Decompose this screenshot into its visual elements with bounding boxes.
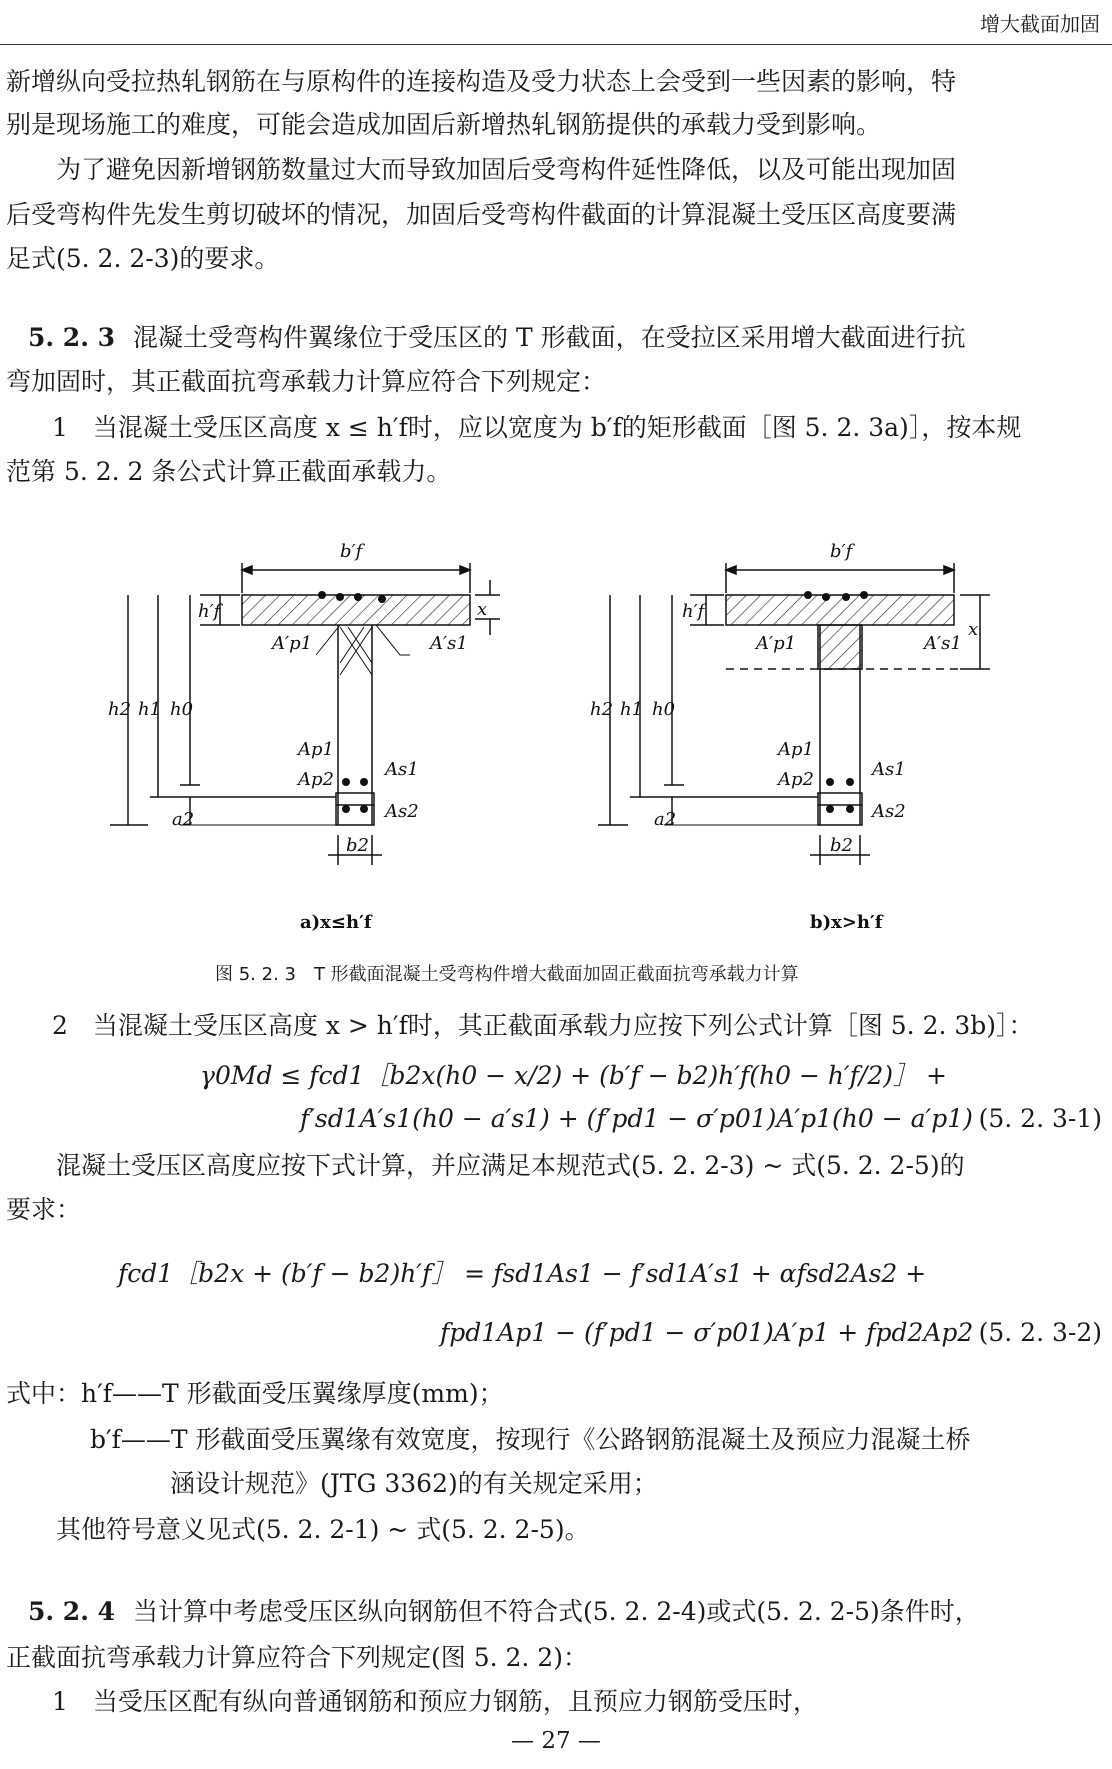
equation-2-line2: fpd1Ap1 − (f′pd1 − σ′p01)A′p1 + fpd2Ap2 <box>440 1318 974 1347</box>
label-h0-a: h0 <box>170 699 194 720</box>
label-a2-b: a2 <box>654 809 677 830</box>
label-h1-a: h1 <box>138 699 162 720</box>
equation-2-line1: fcd1［b2x + (b′f − b2)h′f］ = fsd1As1 − f′sd1A′s1 + αfsd2As2 + <box>118 1259 927 1288</box>
paragraph-line: 混凝土受压区高度应按下式计算，并应满足本规范式(5. 2. 2-3) ~ 式(5. 2. 2-5)的 <box>56 1151 965 1180</box>
paragraph-line: 后受弯构件先发生剪切破坏的情况，加固后受弯构件截面的计算混凝土受压区高度要满 <box>6 200 957 229</box>
label-h2-b: h2 <box>590 699 614 720</box>
flange-b <box>726 595 954 625</box>
paragraph-line: 足式(5. 2. 2-3)的要求。 <box>6 244 280 273</box>
label-Ap1-b: Ap1 <box>778 739 814 760</box>
clause-523-item1: 1 当混凝土受压区高度 x ≤ h′f时，应以宽度为 b′f的矩形截面［图 5. 2. 3a)］，按本规 <box>52 413 1022 442</box>
label-h0-b: h0 <box>652 699 676 720</box>
label-As2-a: As2 <box>385 801 419 822</box>
header-rule <box>0 44 1112 45</box>
label-x-b: x <box>968 619 979 640</box>
paragraph-line: 要求： <box>6 1195 82 1224</box>
label-As1-a: As1 <box>385 759 419 780</box>
label-x-a: x <box>477 599 488 620</box>
label-b2-a: b2 <box>346 835 369 856</box>
diagram-a <box>110 563 500 865</box>
label-hf-b: h′f <box>682 601 705 622</box>
paragraph-line: 为了避免因新增钢筋数量过大而导致加固后受弯构件延性降低，以及可能出现加固 <box>56 155 957 184</box>
clause-523-line1: 5. 2. 3 混凝土受弯构件翼缘位于受压区的 T 形截面，在受拉区采用增大截面进行抗 <box>28 323 966 352</box>
label-b2-b: b2 <box>830 835 853 856</box>
label-As2-b: As2 <box>872 801 906 822</box>
label-h1-b: h1 <box>620 699 644 720</box>
label-As1p-b: A′s1 <box>924 633 962 654</box>
figure-caption: 图 5. 2. 3 T 形截面混凝土受弯构件增大截面加固正截面抗弯承载力计算 <box>215 964 799 985</box>
label-bf-a: b′f <box>340 541 363 562</box>
clause-number: 5. 2. 3 <box>28 323 115 352</box>
clause-524-line1: 5. 2. 4 当计算中考虑受压区纵向钢筋但不符合式(5. 2. 2-4)或式(5. 2. 2-5)条件时， <box>28 1597 980 1626</box>
where-line3: 涵设计规范》(JTG 3362)的有关规定采用； <box>170 1469 658 1498</box>
clause-number: 5. 2. 4 <box>28 1597 115 1626</box>
page-number: — 27 — <box>511 1728 601 1754</box>
where-line2: b′f——T 形截面受压翼缘有效宽度，按现行《公路钢筋混凝土及预应力混凝土桥 <box>90 1425 971 1454</box>
label-Ap1p-b: A′p1 <box>756 633 797 654</box>
equation-1-number: (5. 2. 3-1) <box>978 1104 1102 1133</box>
label-Ap1p-a: A′p1 <box>272 633 313 654</box>
running-header: 增大截面加固 <box>980 12 1100 36</box>
where-line4: 其他符号意义见式(5. 2. 2-1) ~ 式(5. 2. 2-5)。 <box>56 1515 590 1544</box>
paragraph-line: 别是现场施工的难度，可能会造成加固后新增热轧钢筋提供的承载力受到影响。 <box>6 110 882 139</box>
web-compression-b <box>818 625 862 669</box>
equation-1-line2: f′sd1A′s1(h0 − a′s1) + (f′pd1 − σ′p01)A′p1(h0 − a′p1) <box>300 1104 973 1133</box>
item2-text: 2 当混凝土受压区高度 x > h′f时，其正截面承载力应按下列公式计算［图 5. 2. 3b)］： <box>52 1011 1034 1040</box>
label-figure-b: b)x>h′f <box>810 912 883 933</box>
clause-524-line2: 正截面抗弯承载力计算应符合下列规定(图 5. 2. 2)： <box>6 1643 588 1672</box>
equation-1-line1: γ0Md ≤ fcd1［b2x(h0 − x/2) + (b′f − b2)h′f(h0 − h′f/2)］ + <box>200 1061 947 1090</box>
clause-523-item1-cont: 范第 5. 2. 2 条公式计算正截面承载力。 <box>6 457 452 486</box>
clause-523-line2: 弯加固时，其正截面抗弯承载力计算应符合下列规定： <box>6 367 607 396</box>
label-Ap1-a: Ap1 <box>298 739 334 760</box>
label-a2-a: a2 <box>172 809 195 830</box>
where-line1: 式中：h′f——T 形截面受压翼缘厚度(mm)； <box>6 1379 504 1408</box>
label-Ap2-b: Ap2 <box>778 769 814 790</box>
label-Ap2-a: Ap2 <box>298 769 334 790</box>
label-bf-b: b′f <box>830 541 853 562</box>
figure-5-2-3 <box>0 535 1112 955</box>
label-hf-a: h′f <box>198 601 221 622</box>
label-h2-a: h2 <box>108 699 132 720</box>
label-As1p-a: A′s1 <box>430 633 468 654</box>
equation-2-number: (5. 2. 3-2) <box>978 1318 1102 1347</box>
label-As1-b: As1 <box>872 759 906 780</box>
clause-524-item1: 1 当受压区配有纵向普通钢筋和预应力钢筋，且预应力钢筋受压时， <box>52 1687 818 1716</box>
paragraph-line: 新增纵向受拉热轧钢筋在与原构件的连接构造及受力状态上会受到一些因素的影响，特 <box>6 67 957 96</box>
label-figure-a: a)x≤h′f <box>300 912 372 933</box>
